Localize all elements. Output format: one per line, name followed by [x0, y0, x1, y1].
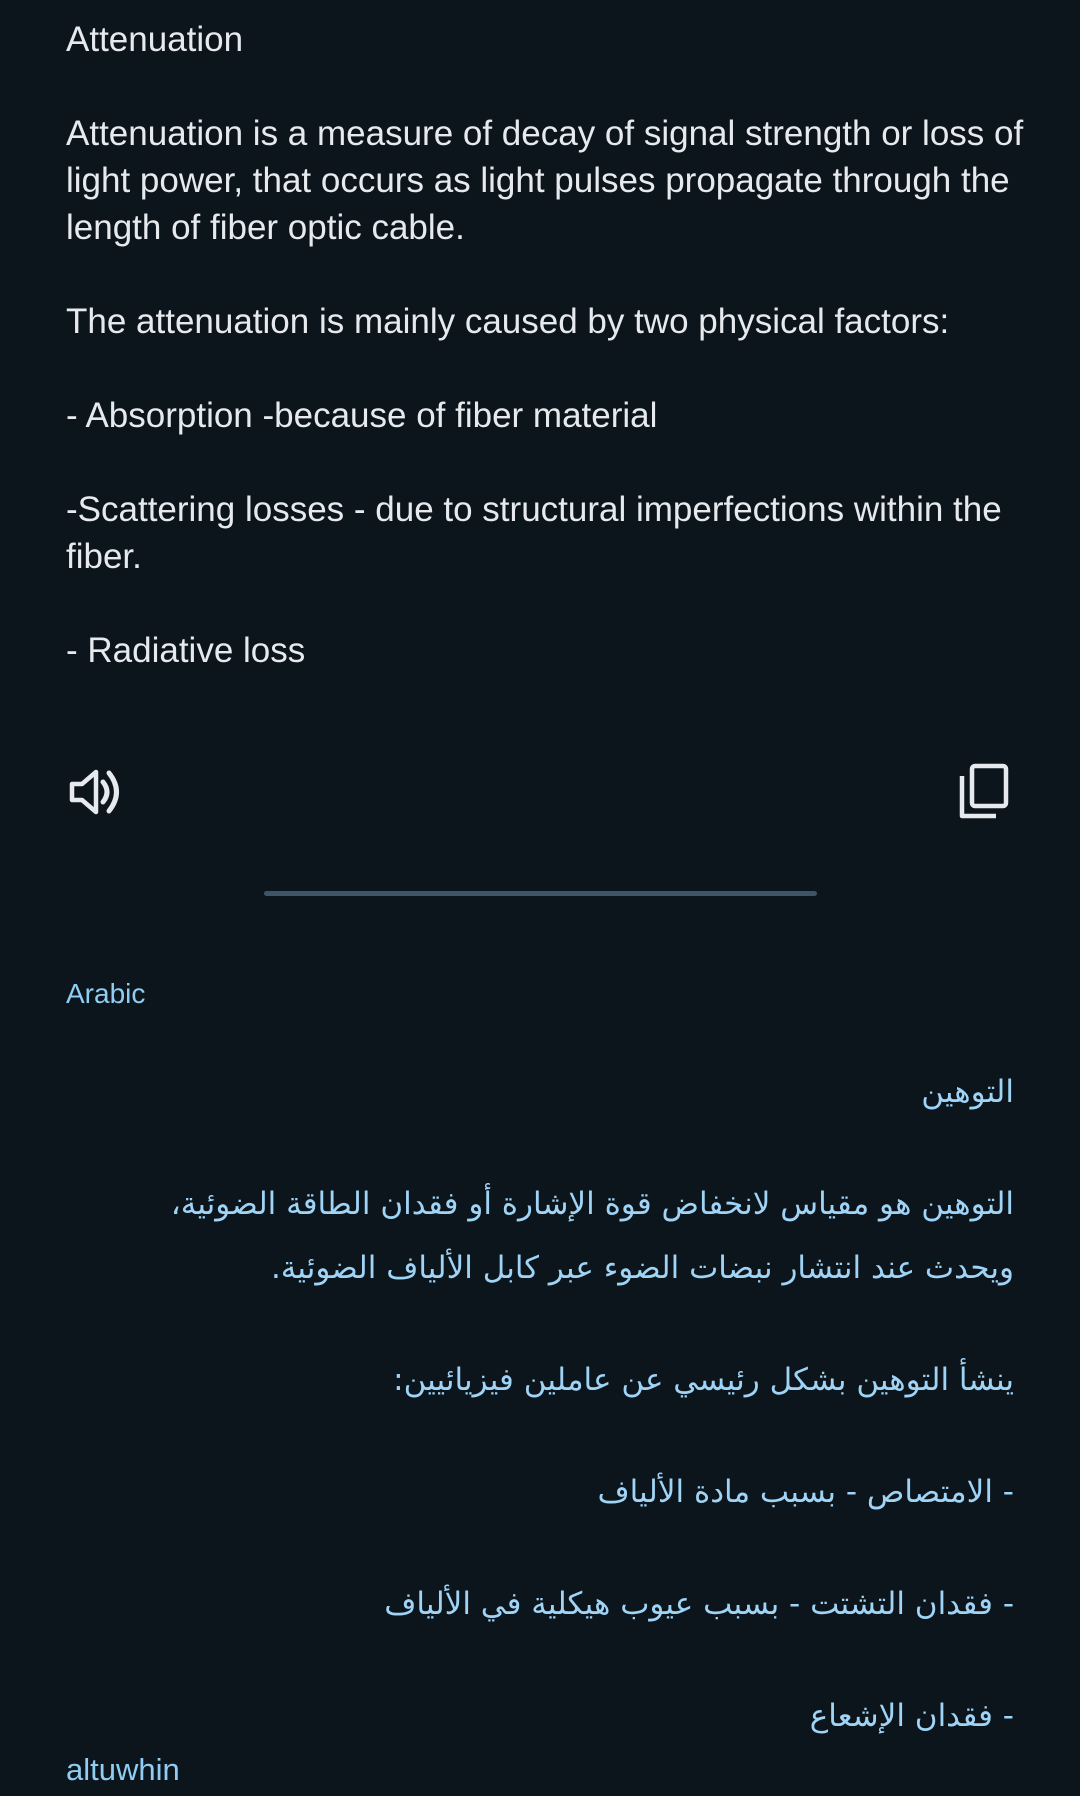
- target-language-label: Arabic: [66, 978, 146, 1009]
- translated-paragraph: - فقدان التشتت - بسبب عيوب هيكلية في الألياف: [384, 1586, 1014, 1622]
- copy-button[interactable]: [956, 762, 1012, 822]
- divider: [264, 891, 817, 896]
- translated-paragraph: ينشأ التوهين بشكل رئيسي عن عاملين فيزيائيين:: [393, 1362, 1014, 1398]
- source-paragraph: Attenuation is a measure of decay of signal strength or loss of light power, that occurs as light pulses propagate through the length of fiber optic cable.: [66, 114, 1033, 247]
- source-title: Attenuation: [66, 20, 244, 59]
- source-paragraph: - Radiative loss: [66, 631, 306, 670]
- source-paragraph: -Scattering losses - due to structural imperfections within the fiber.: [66, 490, 1012, 576]
- transliteration: altuwhin: [66, 1752, 180, 1787]
- translated-title: التوهين: [921, 1074, 1014, 1110]
- source-text: [66, 16, 1033, 721]
- translated-text: [114, 1060, 1014, 1796]
- listen-button[interactable]: [66, 762, 126, 822]
- speaker-icon: [66, 762, 126, 822]
- translated-paragraph: التوهين هو مقياس لانخفاض قوة الإشارة أو فقدان الطاقة الضوئية، ويحدث عند انتشار نبضات الضوء عبر كابل الألياف الضوئية.: [170, 1186, 1014, 1286]
- source-paragraph: - Absorption -because of fiber material: [66, 396, 658, 435]
- translated-paragraph: - فقدان الإشعاع: [809, 1698, 1014, 1734]
- copy-icon: [956, 762, 1012, 822]
- source-paragraph: The attenuation is mainly caused by two physical factors:: [66, 302, 950, 341]
- translated-paragraph: - الامتصاص - بسبب مادة الألياف: [597, 1474, 1014, 1510]
